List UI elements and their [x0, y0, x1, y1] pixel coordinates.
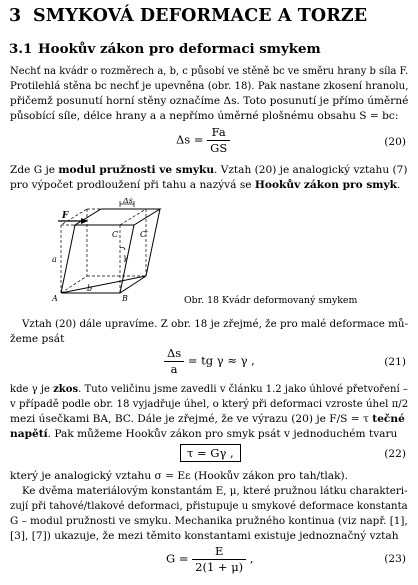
paragraph-4-text: kde γ je: [10, 383, 54, 395]
term-shear-strain: zkos: [53, 383, 79, 395]
paragraph-1-line-1: Nechť na kvádr o rozměrech a, b, c působí ve stěně bc ve směru hrany b síla F.: [10, 65, 409, 77]
equation-22-number: (22): [384, 448, 406, 460]
equation-23-denominator: 2(1 + μ): [195, 560, 244, 574]
equation-20-lhs: Δs =: [176, 132, 204, 147]
paragraph-6-line-4: [3], [7]) ukazuje, že mezi těmito konstantami existuje jednoznačný vztah: [10, 530, 399, 542]
paragraph-5-line-1: který je analogický vztahu σ = Eε (Hookův zákon pro tah/tlak).: [10, 470, 349, 482]
label-a: a: [52, 255, 57, 264]
label-delta-s: Δs: [123, 198, 133, 205]
paragraph-4-line-3: [10, 413, 405, 425]
equation-20: [176, 126, 230, 155]
equation-23: [166, 545, 253, 574]
equation-23-lhs: G =: [166, 551, 189, 566]
paragraph-4-text: . Tuto veličinu jsme zavedli v článku 1.2 jako úhlové přetvoření –: [78, 383, 408, 395]
paragraph-1-line-2: Protilehlá stěna bc nechť je upevněna (obr. 18). Pak nastane zkosení hranolu,: [10, 80, 409, 92]
gamma-angle-arc: [120, 247, 125, 250]
equation-23-fraction: [192, 545, 246, 574]
figure-18-caption: Obr. 18 Kvádr deformovaný smykem: [184, 295, 358, 306]
paragraph-3-line-1: Vztah (20) dále upravíme. Z obr. 18 je zřejmé, že pro malé deformace mů-: [22, 318, 409, 330]
equation-21-fraction: [164, 347, 184, 376]
deformed-front-left-edge: [61, 225, 75, 293]
section-number: 3.1: [9, 41, 33, 57]
paragraph-1-line-3: přičemž posunutí horní stěny označíme Δs. Toto posunutí je přímo úměrné: [10, 95, 409, 107]
paragraph-1-line-4: působící síle, délce hrany a a nepřímo úměrné plošnému obsahu S = bc:: [10, 110, 399, 122]
paragraph-4-line-4: [10, 428, 397, 440]
equation-20-fraction: [207, 126, 230, 155]
deformed-top-face: [75, 209, 160, 225]
paragraph-3-line-2: žeme psát: [10, 333, 65, 345]
chapter-heading: [9, 6, 367, 26]
paragraph-4-line-2: v případě podle obr. 18 vyjadřuje úhel, o který při deformaci vzroste úhel π/2: [10, 398, 409, 410]
figure-18-deformed-block: [40, 198, 190, 306]
paragraph-6-line-2: zují při tahové/tlakové deformaci, přistupuje u smykové deformace konstanta: [10, 500, 408, 512]
equation-20-number: (20): [384, 136, 406, 148]
paragraph-2-text: . Vztah (20) je analogický vztahu (7): [214, 164, 408, 176]
term-hooke-shear-law: Hookův zákon pro smyk: [254, 179, 398, 191]
chapter-number: 3: [9, 6, 22, 26]
deformed-back-right-edge: [146, 209, 160, 276]
paragraph-4-line-1: [10, 383, 408, 395]
equation-20-numerator: Fa: [207, 126, 230, 141]
equation-23-number: (23): [384, 553, 406, 565]
equation-23-numerator: E: [192, 545, 246, 560]
equation-20-denominator: GS: [210, 141, 228, 155]
equation-23-tail: ,: [249, 551, 254, 566]
chapter-title: SMYKOVÁ DEFORMACE A TORZE: [33, 6, 368, 26]
equation-21-rhs: = tg γ ≈ γ ,: [187, 353, 255, 368]
paragraph-2-line-1: [10, 164, 407, 176]
term-shear-stress-2: napětí: [10, 428, 48, 440]
equation-21-numerator: Δs: [164, 347, 184, 362]
paragraph-2-text: .: [397, 179, 401, 191]
paragraph-2-text: Zde G je: [10, 164, 59, 176]
equation-22-box: τ = Gγ ,: [180, 444, 241, 462]
label-C-prime: C′: [140, 230, 148, 239]
label-A: A: [52, 294, 58, 303]
equation-22: [180, 444, 241, 462]
label-C: C: [112, 230, 119, 239]
label-F: F: [62, 211, 69, 221]
section-title: Hookův zákon pro deformaci smykem: [38, 41, 321, 57]
equation-21-denominator: a: [170, 362, 178, 376]
paragraph-2-line-2: [10, 179, 400, 191]
paragraph-4-text: . Pak můžeme Hookův zákon pro smyk psát v jednoduchém tvaru: [47, 428, 398, 440]
label-gamma: γ: [123, 253, 128, 262]
equation-21: [164, 347, 255, 376]
paragraph-6-line-1: Ke dvěma materiálovým konstantám E, μ, které pružnou látku charakteri-: [22, 485, 408, 497]
section-heading: [9, 41, 321, 57]
term-shear-modulus: modul pružnosti ve smyku: [58, 164, 215, 176]
original-top-right-edge: [120, 209, 146, 225]
paragraph-2-text: pro výpočet prodloužení při tahu a nazývá se: [10, 179, 255, 191]
paragraph-4-text: mezi úsečkami BA, BC. Dále je zřejmé, že ve výrazu (20) je F/S = τ: [10, 413, 373, 425]
paragraph-6-line-3: G – modul pružnosti ve smyku. Mechanika pružného kontinua (viz např. [1],: [10, 515, 408, 527]
term-shear-stress-1: tečné: [372, 413, 405, 425]
label-b: b: [87, 284, 93, 293]
equation-21-number: (21): [384, 356, 406, 368]
label-B: B: [122, 294, 128, 303]
